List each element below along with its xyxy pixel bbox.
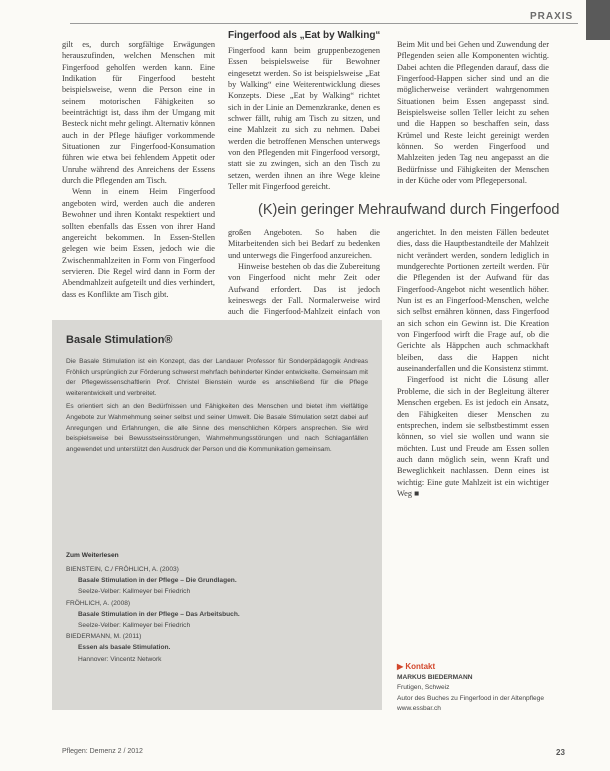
lit-title: Essen als basale Stimulation. — [78, 644, 171, 652]
info-box — [52, 320, 382, 710]
header-rule — [70, 23, 578, 24]
paragraph: Beim Mit und bei Gehen und Zuwendung der Pflegenden seien alle Komponenten wichtig. Dabei achten die Pflegenden darauf, dass die Fingerfood-Happen sicher sind und an die möglicherweise verändert wahrgenommen Situationen beim Essen angepasst sind. Beispielsweise sollen Teller leicht zu sehen und die Happen so beschaffen sein, dass Krümel und Reste leicht gereinigt werden können. So werden Fingerfood und Mahlzeiten jeden Tag neu angepasst an die Bedürfnisse und Fähigkeiten der Menschen in der Küche oder vom Pflegepersonal. — [397, 40, 549, 186]
contact-link[interactable]: www.essbar.ch — [397, 705, 441, 712]
lit-title: Basale Stimulation in der Pflege – Das Arbeitsbuch. — [78, 610, 240, 618]
section-tab — [586, 0, 610, 40]
info-box-title: Basale Stimulation® — [66, 334, 173, 346]
paragraph: gilt es, durch sorgfältige Erwägungen herauszufinden, welchen Menschen mit Fingerfood geholfen werden kann. Eine Indikation für Fingerfood besteht beispielsweise, wenn die Person eine in seinem motorischen Fähigkeiten so beeinträchtigt ist, dass ihm der Umgang mit Besteck nicht mehr gelingt. Alternativ können auch in der Pflege häufiger vorkommende Situationen zur Fingerfood-Konsumation führen wie etwa bei fehlendem Appetit oder Unruhe während des Anreichens der Essens durch die Pflegenden am Tisch. — [62, 40, 215, 186]
column-1 — [62, 39, 215, 300]
lit-title: Basale Stimulation in der Pflege – Die Grundlagen. — [78, 577, 237, 585]
lit-publisher: Seelze-Velber: Kallmeyer bei Friedrich — [78, 622, 191, 630]
literature-list — [66, 564, 368, 665]
lit-author: BIENSTEIN, C./ FRÖHLICH, A. (2003) — [66, 566, 179, 573]
contact-name: MARKUS BIEDERMANN — [397, 673, 473, 681]
column-2 — [228, 45, 380, 192]
contact-heading — [397, 662, 557, 673]
paragraph: Fingerfood ist nicht die Lösung aller Probleme, die sich in der Begleitung älterer Menschen ergeben. Es ist jedoch ein Ansatz, den Fähigkeiten dieser Menschen zu entsprechen, indem sie selbstbestimmt essen können, so viel sie wollen und wann sie möchten. Lust und Freude am Essen sollen auch dann möglich sein, wenn Kraft und Beweglichkeit nachlassen. Denn eines ist wichtig: Eine gute Mahlzeit ist ein wichtiger Weg ■ — [397, 375, 549, 498]
contact-line: Frutigen, Schweiz — [397, 684, 450, 691]
paragraph: Wenn in einem Heim Fingerfood angeboten wird, werden auch die anderen Bewohner und ihren Kontakt respektiert und sollten ebenfalls das Essen von ihrer Hand angereicht bekommen. In Essen-Stellen gelegen wie beim Essen, jedoch wie die Zwischenmahlzeiten in Form von Fingerfood servieren. Die Regel wird dann in Form der Abendmahlzeit aufgeteilt und dies verhindert, dass es Konflikte am Tisch gibt. — [62, 187, 215, 299]
arrow-icon: ▶ — [397, 662, 406, 671]
info-paragraph: Die Basale Stimulation ist ein Konzept, das der Landauer Professor für Sonderpädagogik Andreas Fröhlich ursprünglich zur Förderung schwerst mehrfach behinderter Kinder entwickelte. Gemeinsam mit der Pflegewissenschaftlerin Prof. Christel Bienstein wurde es anschließend für die Pflege weiterentwickelt und verbreitet. — [66, 358, 368, 397]
info-paragraph: Es orientiert sich an den Bedürfnissen und Fähigkeiten des Menschen und bietet ihm vielfältige Angebote zur Wahrnehmung seiner selbst und seiner Umwelt. Die Basale Stimulation setzt dabei auf Anregungen und Erfahrungen, die alle Sinne des menschlichen Körpers ansprechen. Sie wird beispielsweise bei Bewusstseinsstörungen, Wahrnehmungsstörungen und nach Schlaganfällen angewendet und unterstützt den Ausdruck der Person und die Kommunikation gemeinsam. — [66, 403, 368, 453]
column-3 — [397, 39, 549, 186]
literature-heading: Zum Weiterlesen — [66, 552, 119, 559]
page-number: 23 — [556, 748, 565, 757]
contact-block — [397, 662, 557, 715]
section-heading: (K)ein geringer Mehraufwand durch Fingerfood — [258, 202, 560, 218]
paragraph: großen Angeboten. So haben die Mitarbeitenden sich bei Bedarf zu bedenken und unterwegs die Fingerfood anzureichen. — [228, 228, 380, 260]
column-5 — [397, 227, 549, 647]
contact-line: Autor des Buches zu Fingerfood in der Altenpflege — [397, 694, 544, 702]
contact-label: Kontakt — [405, 662, 436, 671]
subheading: Fingerfood als „Eat by Walking“ — [228, 30, 381, 41]
paragraph: angerichtet. In den meisten Fällen bedeutet dies, dass die Hauptbestandteile der Mahlzeit nicht verändert werden, sondern lediglich in mundgerechte Portionen zerteilt werden. Für die Pflegenden ist der Aufwand für das Fingerfood-Angebot nicht wesentlich höher. Nun ist es an Fingerfood-Menschen, welche sich selbst ernähren können, dass Fingerfood an sich schon ein Gewinn ist. Die Kreation von Fingerfood wirft die Frage auf, ob die Gerichte als Häppchen auch schmackhaft bleiben, dass die Happen nicht auseinanderfallen und die Konsistenz stimmt. — [397, 228, 549, 374]
lit-publisher: Hannover: Vincentz Network — [78, 655, 162, 663]
lit-author: FRÖHLICH, A. (2008) — [66, 599, 131, 607]
paragraph: Fingerfood kann beim gruppenbezogenen Essen beispielsweise für Bewohner eingesetzt werden. So ist beispielsweise „Eat by Walking“ eine Weiterentwicklung dieses Konzepts. Diese „Eat by Walking“ richtet sich in der Linie an Demenzkranke, denen es schwer fällt, ruhig am Tisch zu sitzen, und eine Mahlzeit zu sich zu nehmen. Dabei werden die betroffenen Menschen unterwegs von den Pflegenden mit Fingerfood versorgt, statt sie zu zwingen, sich an den Tisch zu setzen, werden ihnen an ihre Wege kleine Teller mit Fingerfood gereicht. — [228, 46, 380, 192]
column-4 — [228, 227, 380, 329]
paragraph: Hinweise bestehen ob das die Zubereitung von Fingerfood nicht mehr Zeit oder Aufwand erfordert. Das ist jedoch keineswegs der Fall. Normalerweise wird auch die Fingerfood-Mahlzeit einfach von — [228, 262, 380, 317]
info-box-body — [66, 357, 368, 458]
footer-publication: Pflegen: Demenz 2 / 2012 — [62, 748, 143, 755]
section-label: PRAXIS — [530, 11, 574, 22]
lit-publisher: Seelze-Velber: Kallmeyer bei Friedrich — [78, 588, 191, 596]
lit-author: BIEDERMANN, M. (2011) — [66, 633, 142, 641]
